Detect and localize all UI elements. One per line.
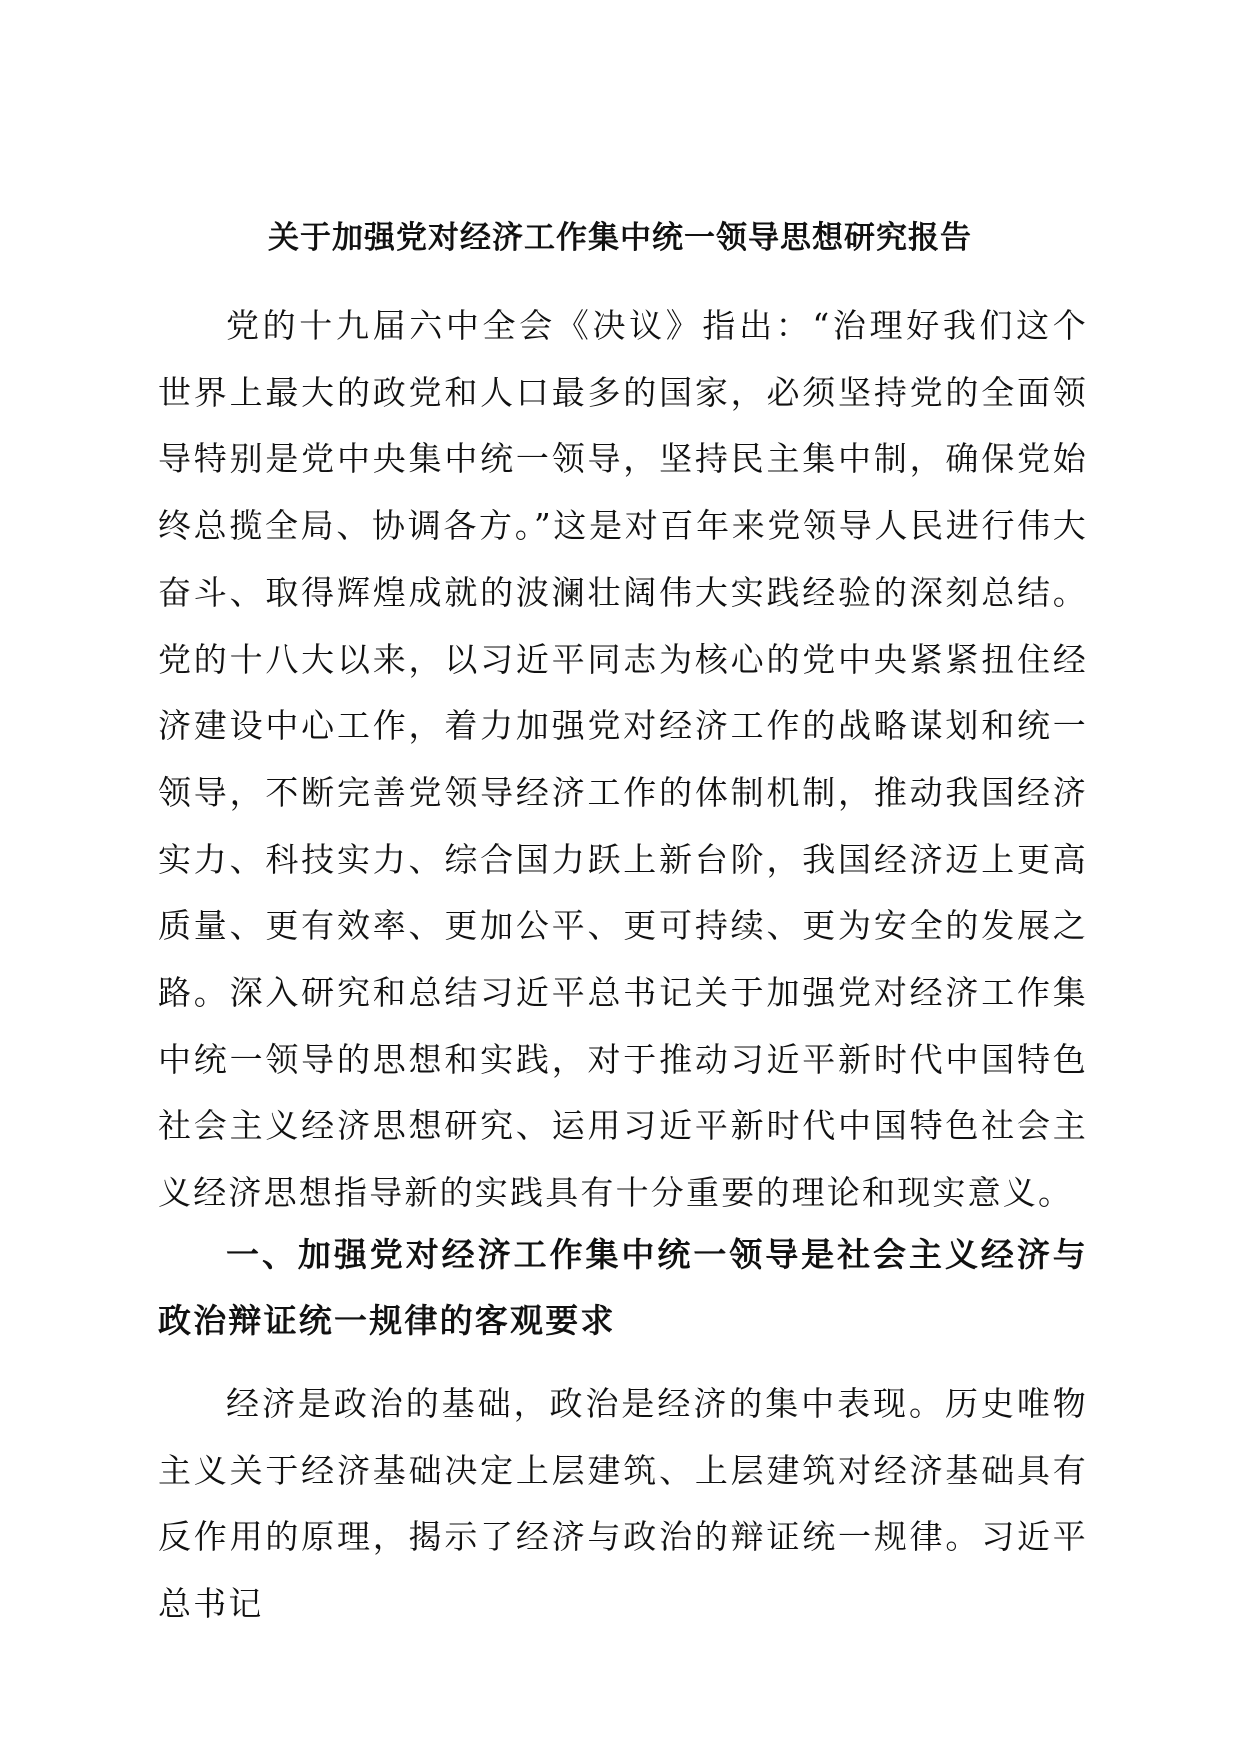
document-title: 关于加强党对经济工作集中统一领导思想研究报告 bbox=[268, 220, 972, 256]
section-paragraph: 经济是政治的基础，政治是经济的集中表现。历史唯物主义关于经济基础决定上层建筑、上层建筑对经济基础具有反作用的原理，揭示了经济与政治的辩证统一规律。习近平总书记 bbox=[158, 1384, 1088, 1624]
intro-paragraph: 党的十九届六中全会《决议》指出：“治理好我们这个世界上最大的政党和人口最多的国家，必须坚持党的全面领导特别是党中央集中统一领导，坚持民主集中制，确保党始终总揽全局、协调各方。”这是对百年来党领导人民进行伟大奋斗、取得辉煌成就的波澜壮阔伟大实践经验的深刻总结。党的十八大以来，以习近平同志为核心的党中央紧紧扭住经济建设中心工作，着力加强党对经济工作的战略谋划和统一领导，不断完善党领导经济工作的体制机制，推动我国经济实力、科技实力、综合国力跃上新台阶，我国经济迈上更高质量、更有效率、更加公平、更可持续、更为安全的发展之路。深入研究和总结习近平总书记关于加强党对经济工作集中统一领导的思想和实践，对于推动习近平新时代中国特色社会主义经济思想研究、运用习近平新时代中国特色社会主义经济思想指导新的实践具有十分重要的理论和现实意义。 bbox=[158, 306, 1088, 1213]
section-heading: 一、加强党对经济工作集中统一领导是社会主义经济与政治辩证统一规律的客观要求 bbox=[158, 1235, 1088, 1340]
